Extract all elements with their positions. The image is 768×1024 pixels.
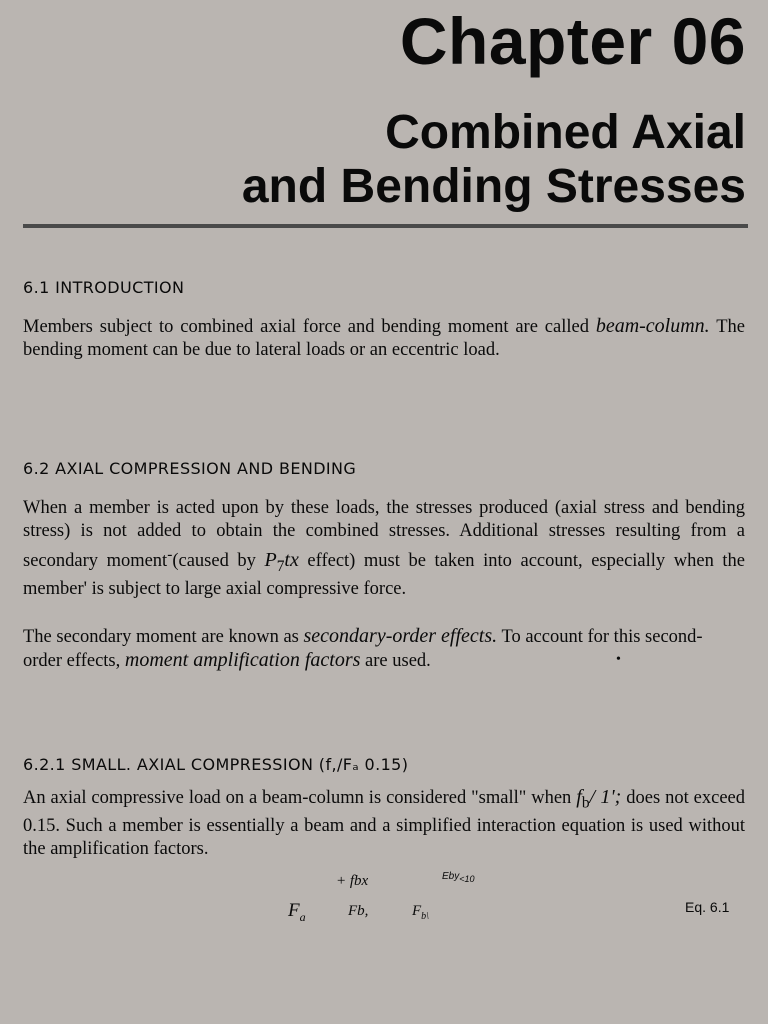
eby-text: Eby (442, 871, 460, 882)
chapter-title (242, 106, 746, 214)
equation-term-fb2 (412, 903, 429, 922)
superscript: - (167, 546, 173, 563)
equation-term-fbx: + fbx (336, 873, 369, 889)
text-run: The secondary moment are known as (23, 627, 304, 647)
equation-term-fa (288, 900, 306, 925)
chapter-number: Chapter 06 (399, 4, 746, 78)
text-run: An axial compressive load on a beam-column is considered "small" when (23, 788, 577, 808)
equation-term-eby (442, 871, 475, 884)
fa-text: F (288, 900, 300, 921)
text-run: are used. (360, 651, 431, 671)
equation-label: Eq. 6.1 (685, 899, 730, 915)
text-run: (caused by (172, 551, 265, 572)
paragraph-6-2-1 (23, 786, 745, 861)
subscript: b (581, 794, 590, 812)
emphasis-tx: tx (284, 549, 299, 572)
text-run: The bending moment can be due to lateral loads or an eccentric load. (23, 317, 745, 360)
text-run: To account for this second-order effects, (23, 627, 703, 671)
subscript: 7 (276, 557, 285, 575)
section-heading-6-1: 6.1 INTRODUCTION (23, 278, 185, 297)
text-run: does not exceed 0.15. Such a member is essentially a beam and a simplified interaction equation is used without the amplification factors. (23, 788, 745, 859)
emphasis-amplification: moment amplification factors (124, 649, 361, 671)
section-heading-6-2: 6.2 AXIAL COMPRESSION AND BENDING (23, 459, 357, 478)
text-run: When a member is acted upon by these loads, the stresses produced (axial stress and bending stress) is not added to obtain the combined stresses. Additional stresses resulting from a secondary moment (23, 498, 745, 572)
chapter-title-line2: and Bending Stresses (241, 160, 746, 213)
eby-subscript: <10 (459, 874, 475, 884)
section-heading-6-2-1: 6.2.1 SMALL. AXIAL COMPRESSION (f,/Fₐ 0.15) (23, 755, 409, 774)
emphasis-ratio: / 1'; (589, 786, 622, 808)
emphasis-beam-column: beam-column. (595, 315, 710, 337)
text-run: Members subject to combined axial force and bending moment are called (23, 317, 596, 337)
bullet-mark: • (616, 652, 621, 667)
emphasis-p: P (264, 549, 277, 572)
emphasis-f: f (576, 786, 582, 808)
header-divider (23, 224, 748, 228)
paragraph-6-1 (23, 315, 745, 362)
emphasis-secondary-order: secondary-order effects. (303, 625, 498, 647)
fb2-text: F (412, 903, 422, 919)
chapter-title-line1: Combined Axial (385, 106, 746, 159)
paragraph-6-2-a (23, 497, 745, 601)
fb2-subscript: b\ (421, 911, 429, 922)
fa-subscript: a (299, 909, 306, 924)
equation-term-fb: Fb, (348, 903, 369, 919)
text-run: effect) must be taken into account, especially when the member' is subject to large axial compressive force. (23, 551, 745, 599)
